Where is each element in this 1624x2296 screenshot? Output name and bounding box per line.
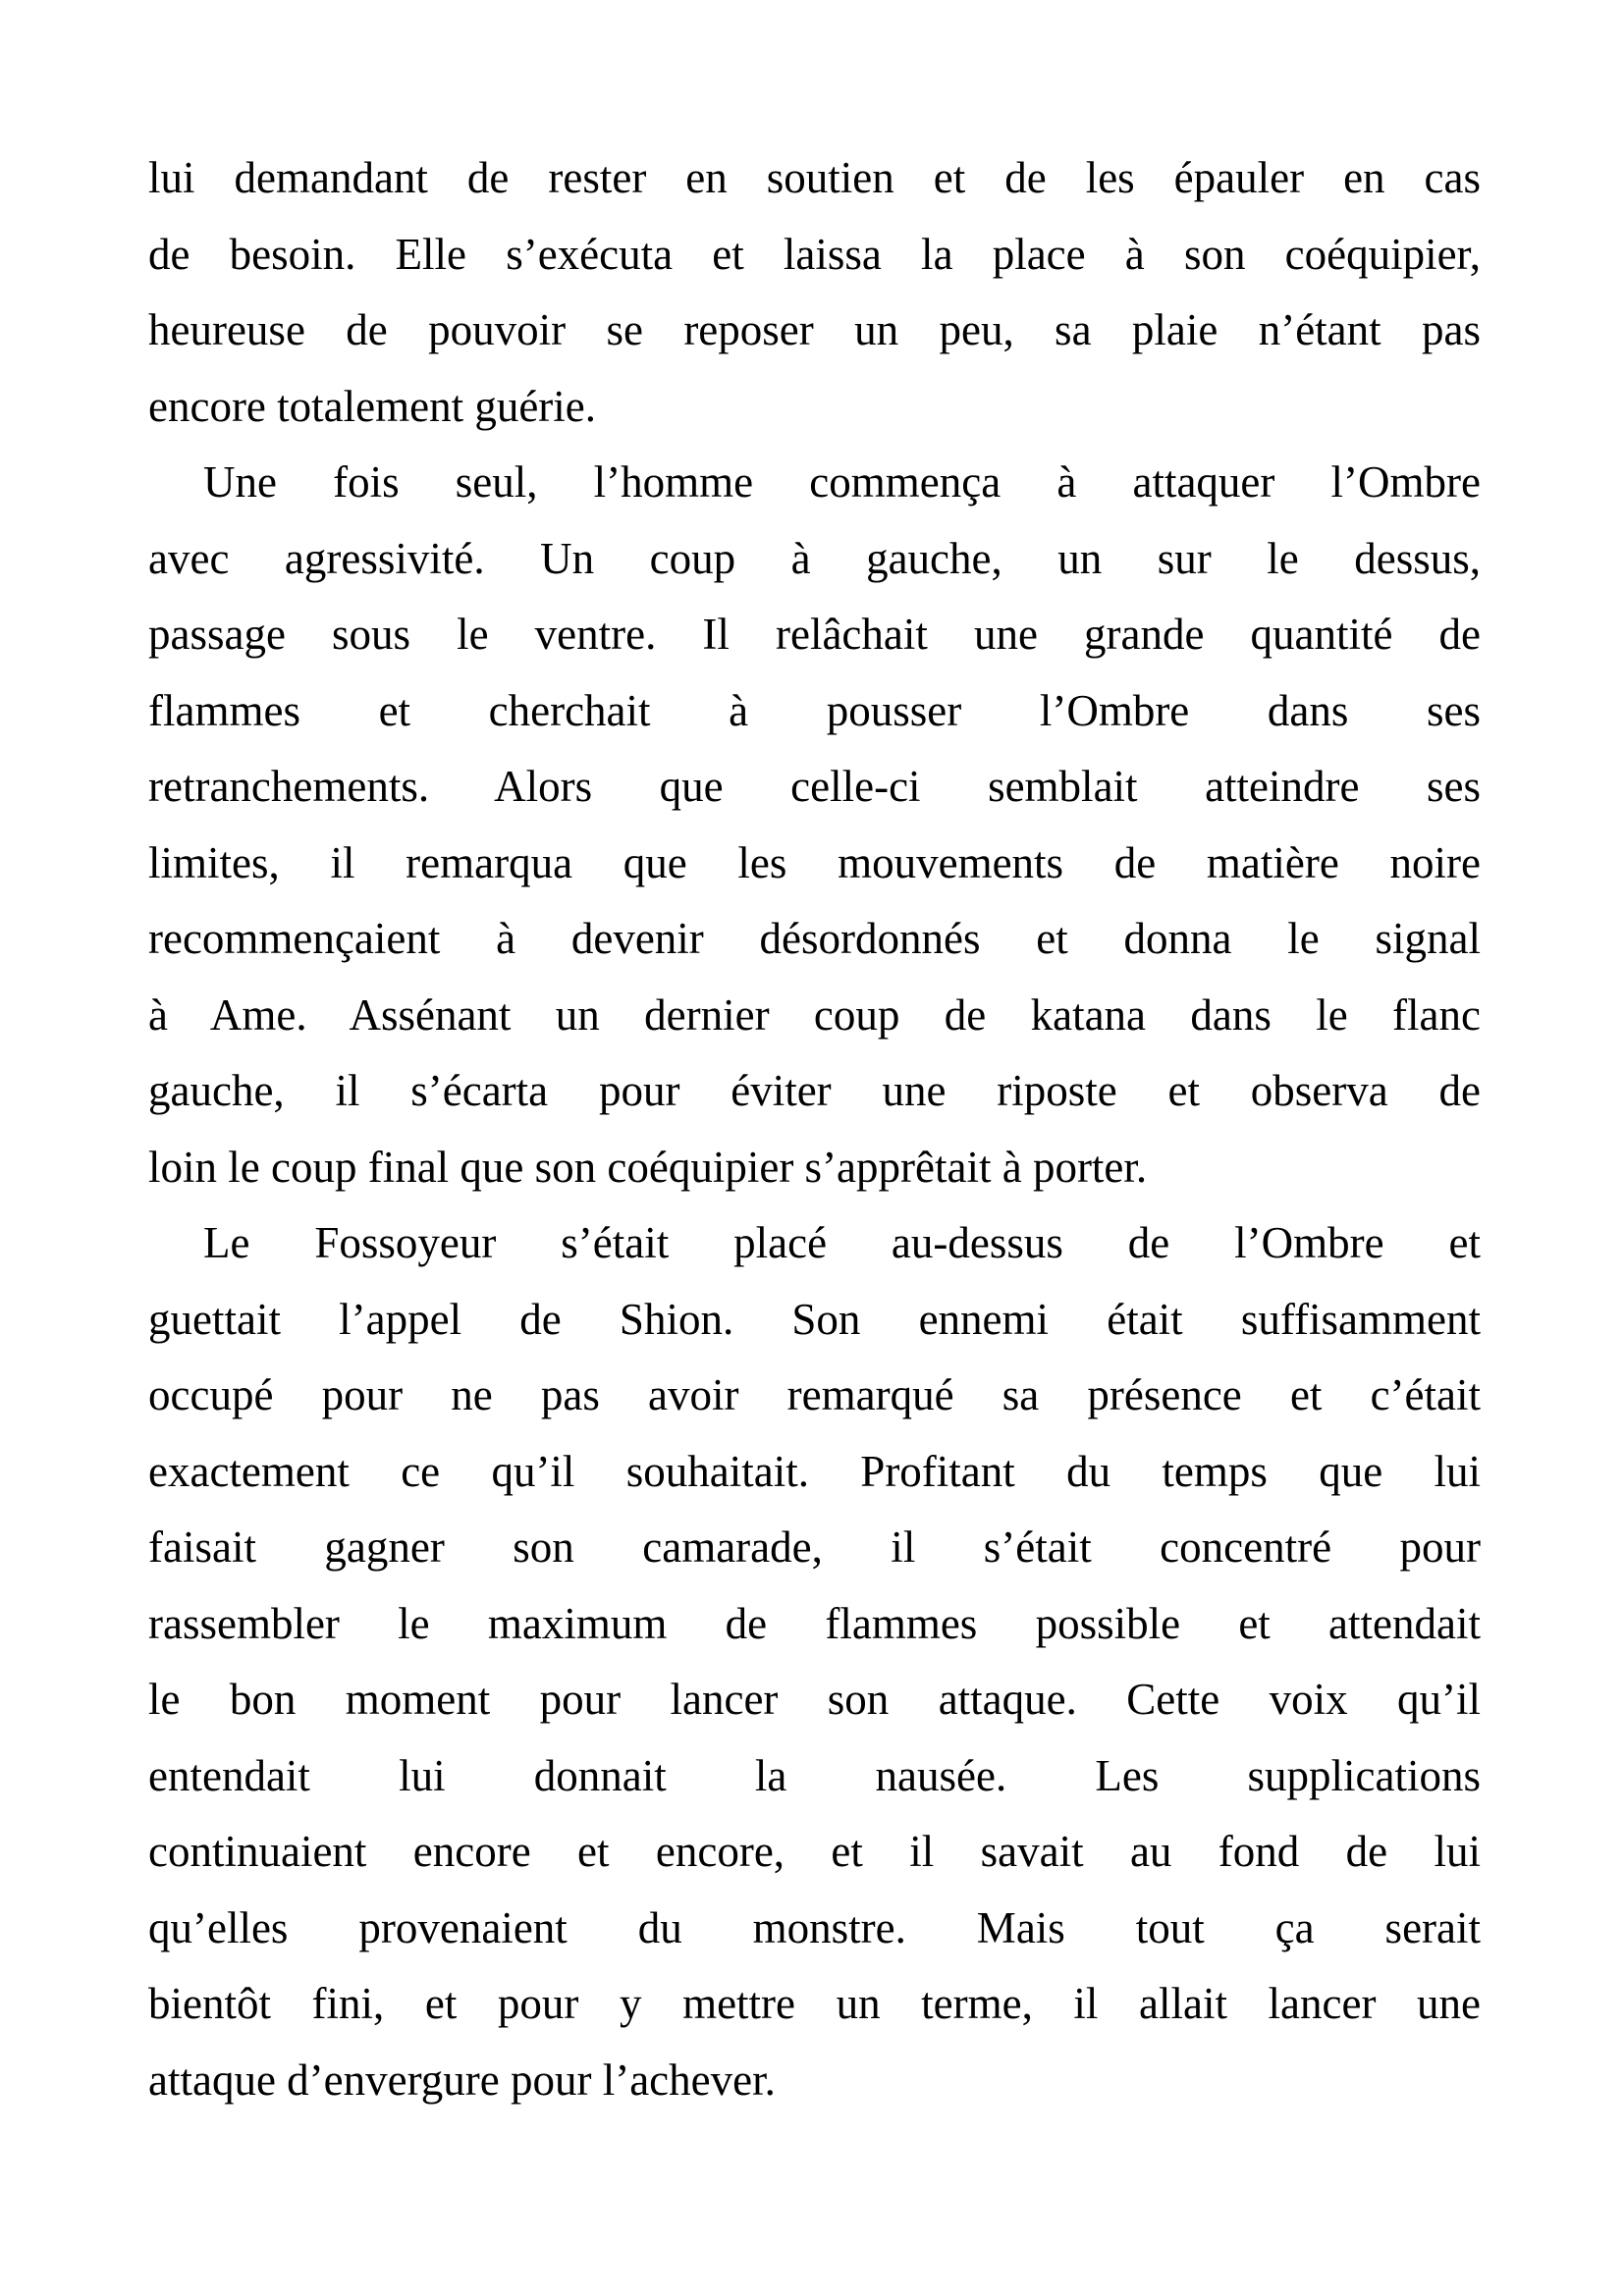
text-line: faisait gagner son camarade, il s’était concentré pour <box>148 1522 1481 1572</box>
text-line: avec agressivité. Un coup à gauche, un sur le dessus, <box>148 533 1481 583</box>
text-line: qu’elles provenaient du monstre. Mais tout ça serait <box>148 1902 1481 1952</box>
text-line: gauche, il s’écarta pour éviter une riposte et observa de <box>148 1066 1481 1115</box>
text-line: entendait lui donnait la nausée. Les supplications <box>148 1750 1481 1800</box>
text-line: continuaient encore et encore, et il savait au fond de lui <box>148 1827 1481 1876</box>
text-line: Une fois seul, l’homme commença à attaquer l’Ombre <box>203 457 1481 507</box>
paragraph-1 <box>148 140 1481 445</box>
text-line: lui demandant de rester en soutien et de les épauler en cas <box>148 153 1481 202</box>
text-line: occupé pour ne pas avoir remarqué sa présence et c’était <box>148 1370 1481 1419</box>
page-text <box>148 140 1481 2118</box>
text-line: à Ame. Assénant un dernier coup de katana dans le flanc <box>148 989 1481 1040</box>
text-line: guettait l’appel de Shion. Son ennemi était suffisamment <box>148 1294 1481 1344</box>
text-line: de besoin. Elle s’exécuta et laissa la place à son coéquipier, <box>148 229 1481 279</box>
paragraph-3 <box>148 1205 1481 2118</box>
text-line: le bon moment pour lancer son attaque. Cette voix qu’il <box>148 1675 1481 1724</box>
text-line: loin le coup final que son coéquipier s’apprêtait à porter. <box>148 1142 1148 1192</box>
text-line: rassembler le maximum de flammes possible et attendait <box>148 1598 1481 1648</box>
text-line: retranchements. Alors que celle-ci semblait atteindre ses <box>148 762 1481 811</box>
text-line: Le Fossoyeur s’était placé au-dessus de l’Ombre et <box>203 1218 1481 1267</box>
text-line: encore totalement guérie. <box>148 381 597 431</box>
text-line: passage sous le ventre. Il relâchait une grande quantité de <box>148 610 1481 659</box>
text-line: attaque d’envergure pour l’achever. <box>148 2055 776 2105</box>
paragraph-2 <box>148 445 1481 1205</box>
text-line: limites, il remarqua que les mouvements de matière noire <box>148 837 1481 887</box>
text-line: heureuse de pouvoir se reposer un peu, sa plaie n’étant pas <box>148 305 1481 354</box>
text-line: bientôt fini, et pour y mettre un terme, il allait lancer une <box>148 1979 1481 2028</box>
text-line: flammes et cherchait à pousser l’Ombre dans ses <box>148 685 1481 735</box>
text-line: exactement ce qu’il souhaitait. Profitant du temps que lui <box>148 1446 1481 1496</box>
text-line: recommençaient à devenir désordonnés et donna le signal <box>148 914 1481 963</box>
